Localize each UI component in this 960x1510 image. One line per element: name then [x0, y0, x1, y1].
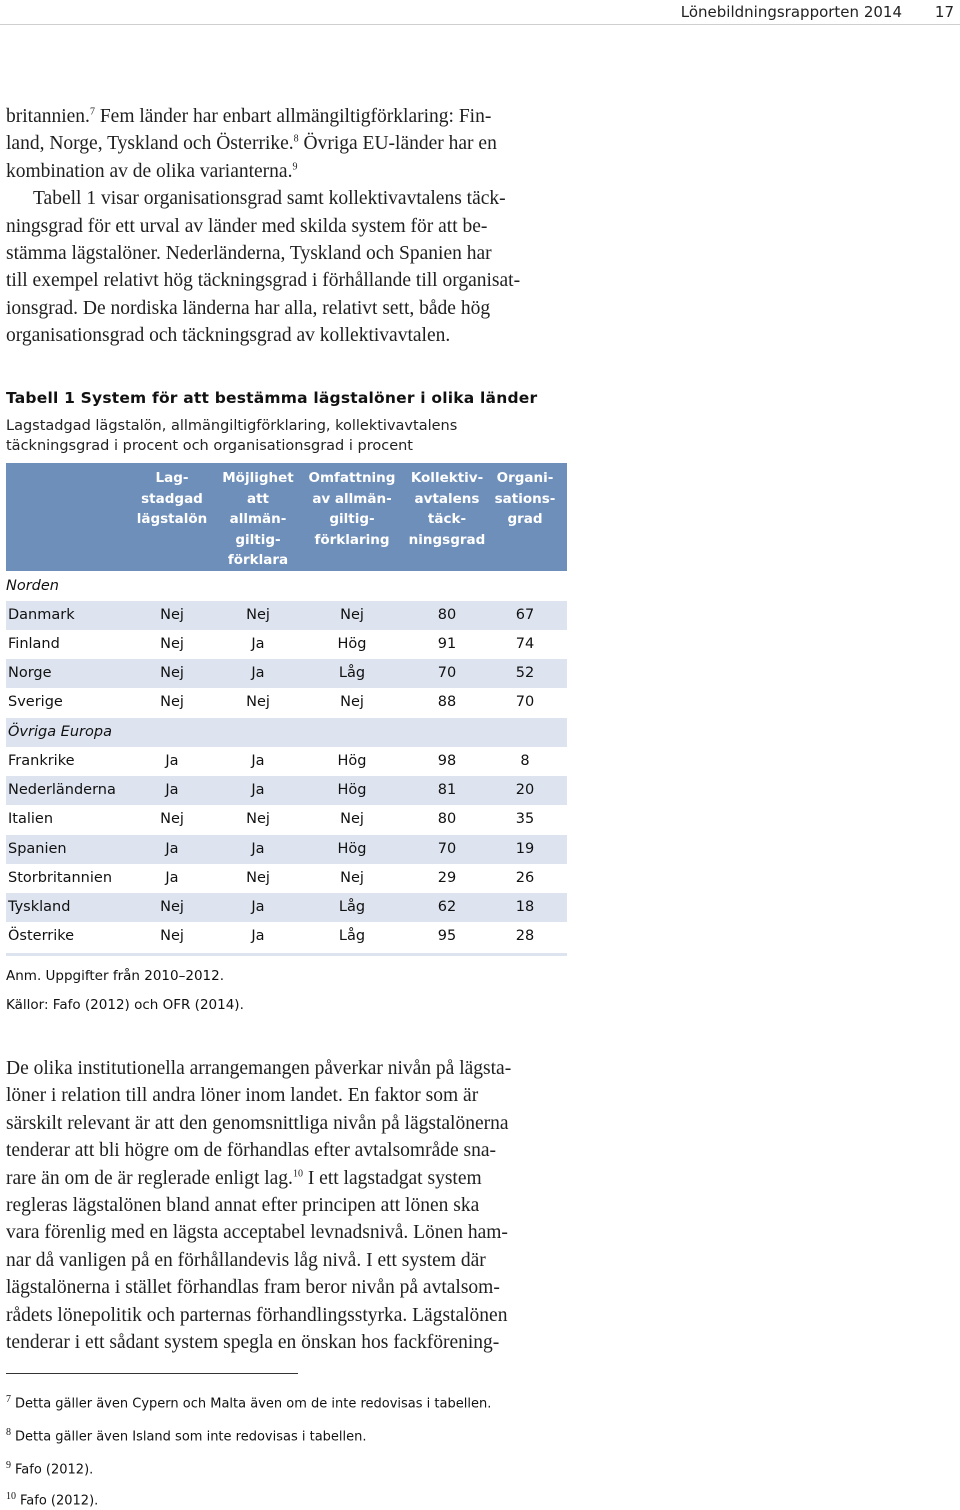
text-line: vara förenlig med en lägsta acceptabel levnadsnivå. Lönen ham-: [6, 1222, 508, 1244]
cell: Nej: [246, 607, 270, 623]
text-line: [6, 1165, 572, 1192]
column-header-mojlighet: [214, 468, 302, 571]
footnote-8: [6, 1427, 367, 1444]
cell: Hög: [337, 841, 367, 857]
footnote-text: Fafo (2012).: [20, 1493, 99, 1509]
header-line: lägstalön: [136, 511, 208, 527]
cell: Nej: [160, 636, 184, 652]
cell-country: Nederländerna: [8, 782, 116, 798]
text-line: [6, 185, 572, 212]
cell: 19: [515, 841, 535, 857]
header-line: Kollektiv-: [410, 470, 484, 486]
cell-country: Frankrike: [8, 753, 75, 769]
header-line: giltig-: [329, 511, 375, 527]
cell: Ja: [251, 665, 265, 681]
cell-country: Sverige: [8, 694, 63, 710]
text-line: regleras lägstalönen bland annat efter principen att lönen ska: [6, 1195, 480, 1217]
header-line: allmän-: [229, 511, 287, 527]
header-line: förklaring: [314, 531, 390, 548]
table-note: Anm. Uppgifter från 2010–2012.: [6, 968, 224, 984]
text-line: nar då vanligen på en förhållandevis låg nivå. I ett system där: [6, 1249, 486, 1271]
header-line: Omfattning: [308, 470, 396, 486]
cell: Nej: [160, 811, 184, 827]
text-span: I ett lagstadgat system: [302, 1167, 482, 1189]
text-line: särskilt relevant är att den genomsnittliga nivån på lägstalönerna: [6, 1112, 509, 1134]
cell: Nej: [160, 607, 184, 623]
cell: Hög: [337, 782, 367, 798]
header-line: förklara: [227, 552, 289, 568]
cell: 29: [437, 870, 457, 886]
cell: 95: [437, 928, 457, 944]
text-line: [6, 158, 572, 185]
cell: 67: [515, 607, 535, 623]
header-line: stadgad: [141, 490, 203, 507]
header-line: täck-: [427, 511, 467, 527]
header-line: grad: [507, 511, 543, 527]
table-row: [6, 747, 567, 776]
header-line: giltig-: [235, 531, 281, 548]
text-line: [6, 103, 572, 130]
footnote-ref[interactable]: 7: [89, 106, 95, 118]
cell: 88: [437, 694, 457, 710]
running-title: Lönebildningsrapporten 2014: [680, 3, 902, 21]
cell: Nej: [160, 928, 184, 944]
text-line: rådets lönepolitik och parternas förhandlingsstyrka. Lägstalönen: [6, 1304, 508, 1326]
table-row: [6, 601, 567, 630]
text-span: rare än om de är reglerade enligt lag.: [6, 1167, 293, 1189]
column-header-lagstadgad: [130, 468, 214, 530]
page-number: 17: [934, 3, 954, 21]
cell: 18: [515, 899, 535, 915]
paragraph-intro: [6, 103, 572, 350]
cell: 62: [437, 899, 457, 915]
cell: Ja: [251, 841, 265, 857]
footnote-text: Detta gäller även Cypern och Malta även om de inte redovisas i tabellen.: [15, 1396, 492, 1412]
cell: 70: [437, 665, 457, 681]
cell: 98: [437, 753, 457, 769]
text-line: tenderar i ett sådant system spegla en önskan hos fackförening-: [6, 1332, 500, 1354]
table-row: [6, 630, 567, 659]
cell: 81: [437, 782, 457, 798]
cell: 8: [520, 753, 530, 769]
cell: 52: [515, 665, 535, 681]
table-row: [6, 835, 567, 864]
table-row: [6, 776, 567, 805]
cell-country: Storbritannien: [8, 870, 113, 886]
cell: Ja: [251, 753, 265, 769]
cell: 70: [515, 694, 535, 710]
cell: Nej: [246, 811, 270, 827]
table-sources: Källor: Fafo (2012) och OFR (2014).: [6, 997, 244, 1013]
text-line: organisationsgrad och täckningsgrad av kollektivavtalen.: [6, 325, 451, 347]
cell: Nej: [160, 694, 184, 710]
footnote-9: [6, 1460, 93, 1477]
cell: Ja: [251, 636, 265, 652]
cell: Ja: [165, 753, 179, 769]
text-line: tenderar att bli högre om de förhandlas efter avtalsområde sna-: [6, 1140, 497, 1162]
cell: Nej: [160, 899, 184, 915]
cell: Låg: [338, 665, 366, 681]
cell-country: Danmark: [8, 607, 75, 623]
cell: 80: [437, 607, 457, 623]
text-line: [6, 130, 572, 157]
cell: Hög: [337, 753, 367, 769]
footnote-7: [6, 1394, 491, 1411]
text-span: kombination av de olika varianterna.: [6, 160, 293, 182]
text-line: till exempel relativt hög täckningsgrad i förhållande till organisat-: [6, 270, 521, 292]
table-title: Tabell 1 System för att bestämma lägstalöner i olika länder: [6, 389, 538, 407]
cell: 80: [437, 811, 457, 827]
footnote-ref[interactable]: 8: [293, 133, 299, 145]
cell-country: Italien: [8, 811, 54, 827]
text-span: Övriga EU-länder har en: [298, 133, 497, 155]
table-row: [6, 688, 567, 717]
footnote-number: 8: [6, 1427, 11, 1438]
cell: Nej: [246, 870, 270, 886]
footnote-ref[interactable]: 10: [292, 1168, 303, 1180]
header-line: Möjlighet: [222, 470, 294, 486]
text-line: stämma lägstalöner. Nederländerna, Tyskland och Spanien har: [6, 243, 492, 265]
subtitle-line: täckningsgrad i procent och organisationsgrad i procent: [6, 438, 413, 454]
cell: Låg: [338, 928, 366, 944]
cell: Nej: [246, 694, 270, 710]
header-line: avtalens: [414, 490, 480, 507]
text-span: britannien.: [6, 106, 90, 127]
section-row-ovriga-europa: [6, 718, 567, 747]
cell: Ja: [165, 870, 179, 886]
cell: 28: [515, 928, 535, 944]
footnote-text: Fafo (2012).: [15, 1462, 94, 1478]
footnote-10: [6, 1491, 98, 1508]
cell: 70: [437, 841, 457, 857]
cell: Nej: [340, 870, 364, 886]
column-header-omfattning: [302, 468, 402, 550]
section-label-norden: Norden: [6, 578, 59, 594]
column-header-kollektivavtal: [402, 468, 492, 550]
subtitle-line: Lagstadgad lägstalön, allmängiltigförklaring, kollektivavtalens: [6, 418, 458, 434]
header-line: Organi-: [496, 470, 554, 486]
cell: Ja: [251, 782, 265, 798]
cell: Nej: [340, 607, 364, 623]
text-line: De olika institutionella arrangemangen påverkar nivån på lägsta-: [6, 1058, 512, 1079]
footnote-number: 10: [6, 1491, 16, 1502]
footnote-number: 7: [6, 1394, 11, 1405]
section-label-ovriga-europa: Övriga Europa: [8, 724, 112, 740]
cell-country: Spanien: [8, 841, 67, 857]
footnote-text: Detta gäller även Island som inte redovisas i tabellen.: [15, 1429, 367, 1445]
header-line: av allmän-: [312, 490, 392, 507]
footnote-number: 9: [6, 1460, 11, 1471]
header-line: ningsgrad: [408, 531, 486, 548]
table-subtitle: [6, 416, 566, 456]
cell-country: Tyskland: [8, 899, 71, 915]
header-line: Lag-: [155, 470, 189, 486]
cell: Nej: [160, 665, 184, 681]
cell: 26: [515, 870, 535, 886]
cell: 74: [515, 636, 535, 652]
cell: 35: [515, 811, 535, 827]
text-span: Fem länder har enbart allmängiltigförklaring: Fin-: [94, 106, 492, 127]
table-row: [6, 864, 567, 893]
cell: Ja: [251, 928, 265, 944]
cell: Ja: [251, 899, 265, 915]
cell: Låg: [338, 899, 366, 915]
text-line: ningsgrad för ett urval av länder med skilda system för att be-: [6, 215, 488, 237]
footnote-ref[interactable]: 9: [292, 161, 298, 173]
table-row: [6, 659, 567, 688]
table-row: [6, 893, 567, 922]
cell: Nej: [340, 811, 364, 827]
text-line: lägstalönerna i stället förhandlas fram beror nivån på avtalsom-: [6, 1277, 500, 1299]
cell: 20: [515, 782, 535, 798]
column-header-organisationsgrad: [492, 468, 558, 530]
table-bottom-rule: [6, 953, 567, 956]
cell-country: Norge: [8, 665, 52, 681]
paragraph-arrangements: [6, 1055, 572, 1356]
table-header: [6, 463, 567, 571]
cell: Ja: [165, 841, 179, 857]
header-line: att: [246, 490, 270, 507]
text-line: löner i relation till andra löner inom landet. En faktor som är: [6, 1085, 479, 1107]
cell: Ja: [165, 782, 179, 798]
table-row: [6, 805, 567, 834]
header-rule: [0, 24, 960, 25]
cell: 91: [437, 636, 457, 652]
page-header: [0, 0, 960, 26]
footnote-rule: [6, 1373, 298, 1374]
cell: Nej: [340, 694, 364, 710]
cell-country: Finland: [8, 636, 60, 652]
text-span: Tabell 1 visar organisationsgrad samt kollektivavtalens täck-: [33, 188, 506, 210]
cell-country: Österrike: [8, 928, 75, 944]
table-row: [6, 922, 567, 951]
text-line: ionsgrad. De nordiska länderna har alla, relativt sett, både hög: [6, 297, 491, 319]
cell: Hög: [337, 636, 367, 652]
text-span: land, Norge, Tyskland och Österrike.: [6, 133, 294, 155]
header-line: sations-: [494, 490, 556, 507]
